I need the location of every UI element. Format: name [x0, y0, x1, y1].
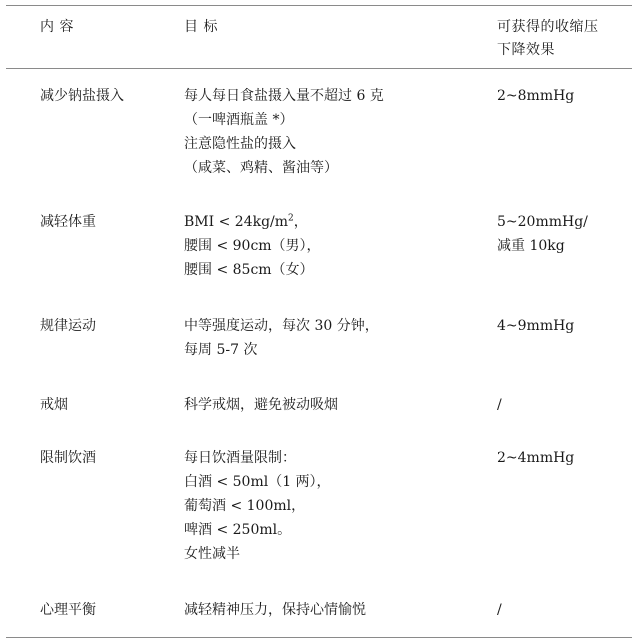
row-weight-goal: [184, 210, 321, 282]
goal-line: 注意隐性盐的摄入: [184, 136, 296, 152]
row-exercise-content: 规律运动: [40, 318, 96, 334]
row-alcohol-effect: 2~4mmHg: [497, 450, 575, 466]
goal-line: （一啤酒瓶盖 *）: [184, 112, 294, 128]
row-weight-effect: [497, 210, 588, 258]
goal-line: 每周 5-7 次: [184, 342, 258, 358]
row-alcohol-content: 限制饮酒: [40, 450, 96, 466]
superscript-2: 2: [288, 213, 294, 224]
table-header-rule: [6, 68, 632, 69]
table-bottom-rule: [6, 637, 632, 638]
goal-line: 女性减半: [184, 546, 240, 562]
row-smoking-goal: 科学戒烟，避免被动吸烟: [184, 397, 338, 413]
row-smoking-content: 戒烟: [40, 397, 68, 413]
header-effect-line2: 下降效果: [497, 42, 555, 58]
row-exercise-goal: [184, 314, 379, 362]
row-mental-content: 心理平衡: [40, 602, 96, 618]
goal-line: 腰围 < 90cm（男），: [184, 238, 321, 254]
effect-line: 5~20mmHg/: [497, 214, 588, 230]
goal-line: 中等强度运动，每次 30 分钟，: [184, 318, 379, 334]
row-mental-effect: /: [497, 602, 502, 618]
row-smoking-effect: /: [497, 397, 502, 413]
table-top-rule: [6, 5, 632, 6]
goal-line: 白酒 < 50ml（1 两），: [184, 474, 331, 490]
goal-line: 每日饮酒量限制：: [184, 450, 296, 466]
row-weight-content: 减轻体重: [40, 214, 96, 230]
goal-line: 啤酒 < 250ml。: [184, 522, 292, 538]
row-salt-effect: 2~8mmHg: [497, 88, 575, 104]
row-exercise-effect: 4~9mmHg: [497, 318, 575, 334]
goal-line: 葡萄酒 < 100ml，: [184, 498, 306, 514]
goal-line: 腰围 < 85cm（女）: [184, 262, 314, 278]
header-effect-line1: 可获得的收缩压: [497, 19, 599, 35]
row-salt-content: 减少钠盐摄入: [40, 88, 124, 104]
row-alcohol-goal: [184, 446, 331, 566]
header-goal: 目 标: [184, 19, 218, 35]
row-salt-goal: [184, 84, 384, 180]
goal-line: （咸菜、鸡精、酱油等）: [184, 160, 338, 176]
goal-line: 每人每日食盐摄入量不超过 6 克: [184, 88, 384, 104]
goal-line-bmi: BMI < $24kg/m^2$，: [184, 213, 308, 230]
header-effect: [497, 16, 599, 62]
header-content: 内 容: [40, 19, 74, 35]
row-mental-goal: 减轻精神压力，保持心情愉悦: [184, 602, 366, 618]
effect-line: 减重 10kg: [497, 238, 565, 254]
